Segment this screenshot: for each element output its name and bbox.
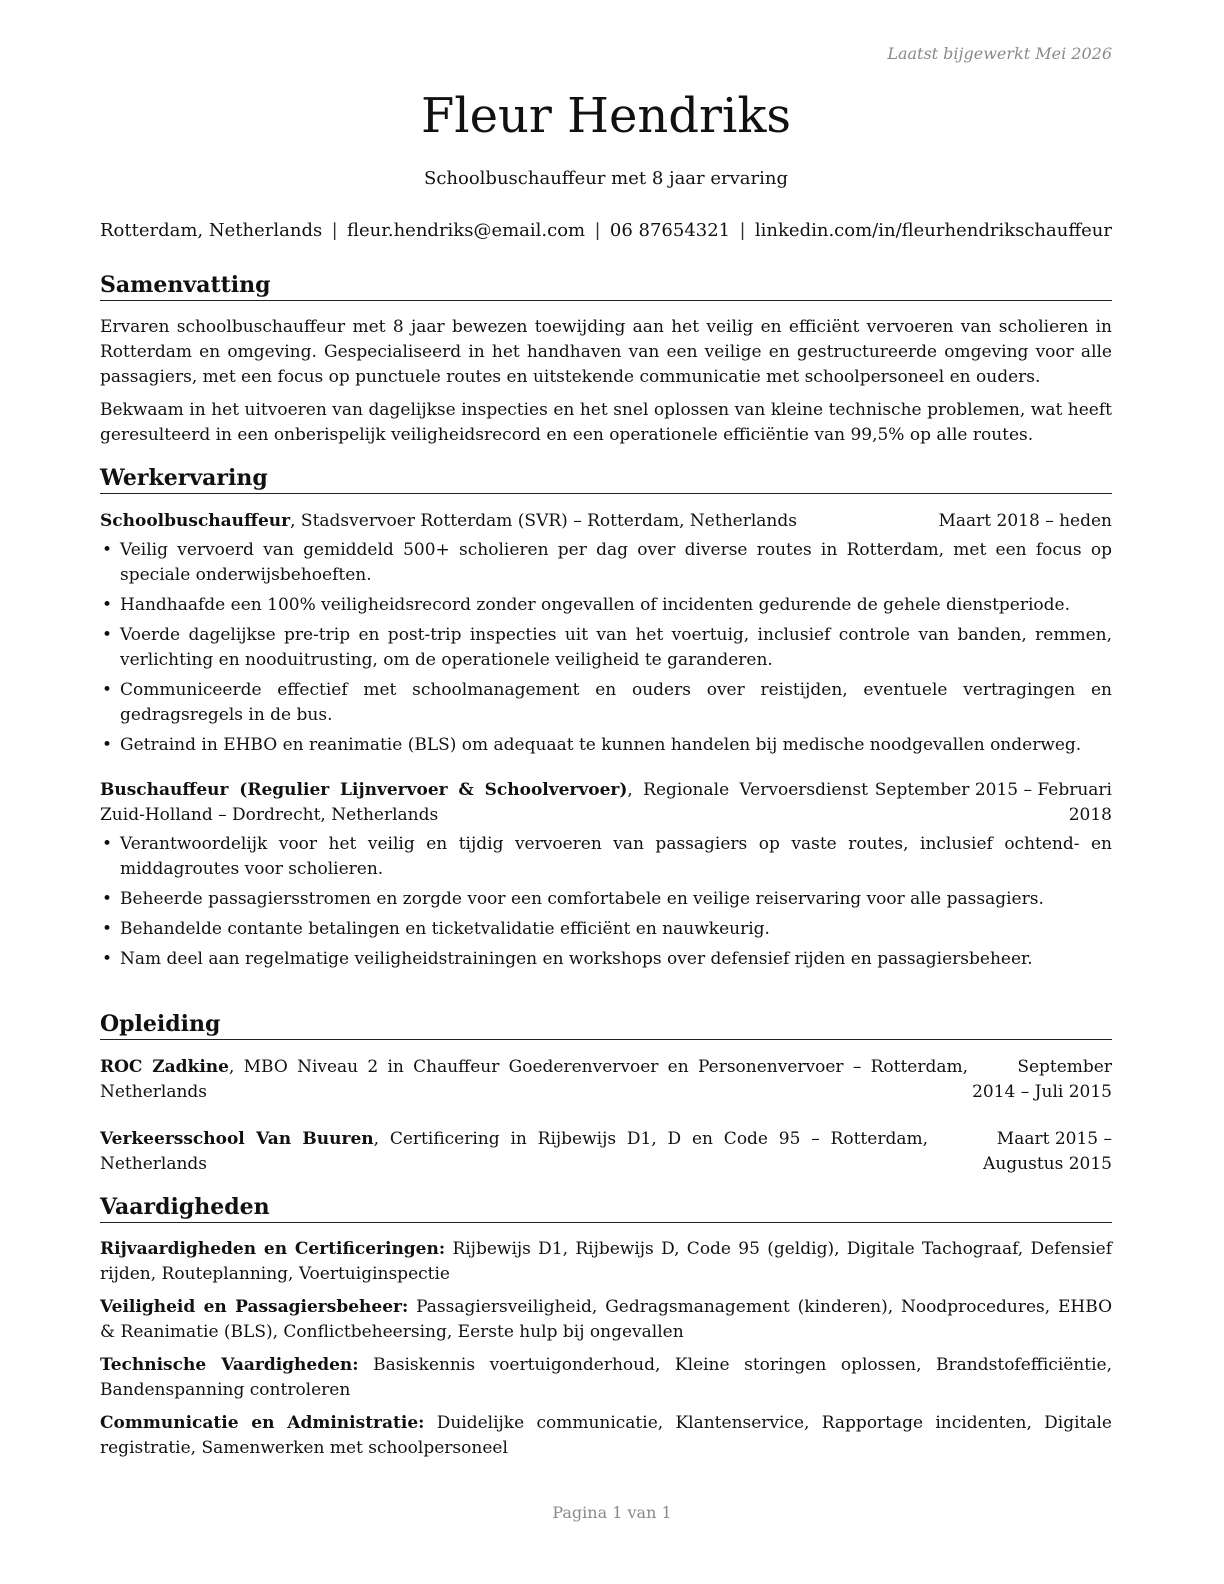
education-title-line [100, 1127, 928, 1177]
job-role: Buschauffeur (Regulier Lijnvervoer & Schoolvervoer) [100, 780, 628, 800]
summary-paragraph: Ervaren schoolbuschauffeur met 8 jaar bewezen toewijding aan het veilig en efficiënt vervoeren van scholieren in Rotterdam en omgeving. Gespecialiseerd in het handhaven van een veilige en gestructureerde omgeving voor alle passagiers, met een focus op punctuele routes en uitstekende communicatie met schoolpersoneel en ouders. [100, 317, 1112, 387]
skill-text: Duidelijke communicatie, Klantenservice, Rapportage incidenten, Digitale registratie, Samenwerken met schoolpersoneel [100, 1413, 1112, 1458]
job-role: Schoolbuschauffeur [100, 511, 291, 531]
last-updated: Laatst bijgewerkt Mei 2026 [887, 44, 1112, 63]
job-title-line [100, 509, 934, 534]
job-bullet: • Communiceerde effectief met schoolmanagement en ouders over reistijden, eventuele vertragingen en gedragsregels in de bus. [100, 678, 1112, 728]
contact-linkedin[interactable]: linkedin.com/in/fleurhendrikschauffeur [754, 220, 1112, 241]
section-title-education: Opleiding [100, 1010, 1112, 1040]
education-dates: Maart 2015 – Augustus 2015 [983, 1129, 1112, 1174]
education-school: Verkeersschool Van Buuren [100, 1129, 374, 1149]
education-title-line [100, 1055, 968, 1105]
contact-separator: | [739, 220, 746, 241]
tagline: Schoolbuschauffeur met 8 jaar ervaring [424, 168, 788, 189]
education-dates: September 2014 – Juli 2015 [972, 1057, 1112, 1102]
skill-label: Communicatie en Administratie: [100, 1413, 425, 1433]
job-dates: September 2015 – Februari 2018 [874, 780, 1112, 825]
contact-separator: | [594, 220, 601, 241]
job-bullet: • Voerde dagelijkse pre-trip en post-trip inspecties uit van het voertuig, inclusief controle van banden, remmen, verlichting en nooduitrusting, om de operationele veiligheid te garanderen. [100, 623, 1112, 673]
education-details: , Certificering in Rijbewijs D1, D en Code 95 – Rotterdam, Netherlands [100, 1129, 928, 1174]
job-header [100, 509, 1112, 534]
section-title-summary: Samenvatting [100, 271, 1112, 301]
education-section [100, 1010, 1112, 1177]
section-title-experience: Werkervaring [100, 464, 1112, 494]
job-bullet: • Handhaafde een 100% veiligheidsrecord zonder ongevallen of incidenten gedurende de gehele dienstperiode. [100, 593, 1112, 618]
job-header [100, 778, 1112, 828]
job-bullet: • Behandelde contante betalingen en ticketvalidatie efficiënt en nauwkeurig. [100, 917, 1112, 942]
skill-row [100, 1411, 1112, 1461]
skill-label: Technische Vaardigheden: [100, 1355, 359, 1375]
job-details: , Regionale Vervoersdienst Zuid-Holland – Dordrecht, Netherlands [100, 780, 868, 825]
summary-section [100, 271, 1112, 448]
job-bullets [100, 538, 1112, 758]
education-details: , MBO Niveau 2 in Chauffeur Goederenvervoer en Personenvervoer – Rotterdam, Netherlands [100, 1057, 969, 1102]
job-title-line [100, 778, 868, 828]
experience-section [100, 464, 1112, 977]
job-entry [100, 509, 1112, 758]
education-entry [100, 1127, 1112, 1177]
skill-label: Rijvaardigheden en Certificeringen: [100, 1239, 446, 1259]
skill-text: Basiskennis voertuigonderhoud, Kleine storingen oplossen, Brandstofefficiëntie, Bandenspanning controleren [100, 1355, 1112, 1400]
skill-text: Passagiersveiligheid, Gedragsmanagement (kinderen), Noodprocedures, EHBO & Reanimatie (BLS), Conflictbeheersing, Eerste hulp bij ongevallen [100, 1297, 1113, 1342]
education-entry [100, 1055, 1112, 1105]
page-footer: Pagina 1 van 1 [552, 1503, 672, 1522]
job-bullet: • Getraind in EHBO en reanimatie (BLS) om adequaat te kunnen handelen bij medische noodgevallen onderweg. [100, 733, 1112, 758]
job-bullets [100, 832, 1112, 972]
skill-text: Rijbewijs D1, Rijbewijs D, Code 95 (geldig), Digitale Tachograaf, Defensief rijden, Routeplanning, Voertuiginspectie [100, 1239, 1112, 1284]
job-entry [100, 778, 1112, 972]
job-dates: Maart 2018 – heden [938, 511, 1112, 531]
job-details: , Stadsvervoer Rotterdam (SVR) – Rotterdam, Netherlands [290, 511, 797, 531]
skill-row [100, 1353, 1112, 1403]
contact-location: Rotterdam, Netherlands [100, 220, 323, 241]
summary-paragraph: Bekwaam in het uitvoeren van dagelijkse inspecties en het snel oplossen van kleine technische problemen, wat heeft geresulteerd in een onberispelijk veiligheidsrecord en een operationele efficiëntie van 99,5% op alle routes. [100, 400, 1112, 445]
job-bullet: • Nam deel aan regelmatige veiligheidstrainingen en workshops over defensief rijden en passagiersbeheer. [100, 947, 1112, 972]
skill-row [100, 1237, 1112, 1287]
contact-separator: | [331, 220, 338, 241]
contact-email[interactable]: fleur.hendriks@email.com [346, 220, 586, 241]
contact-phone: 06 87654321 [609, 220, 731, 241]
job-bullet: • Verantwoordelijk voor het veilig en tijdig vervoeren van passagiers op vaste routes, inclusief ochtend- en middagroutes voor scholieren. [100, 832, 1112, 882]
section-title-skills: Vaardigheden [100, 1193, 1112, 1223]
candidate-name: Fleur Hendriks [420, 88, 792, 144]
skill-row [100, 1295, 1112, 1345]
contact-line [100, 220, 1112, 241]
skills-section [100, 1193, 1112, 1461]
job-bullet: • Veilig vervoerd van gemiddeld 500+ scholieren per dag over diverse routes in Rotterdam, met een focus op speciale onderwijsbehoeften. [100, 538, 1112, 588]
education-school: ROC Zadkine [100, 1057, 229, 1077]
job-bullet: • Beheerde passagiersstromen en zorgde voor een comfortabele en veilige reiservaring voor alle passagiers. [100, 887, 1112, 912]
skill-label: Veiligheid en Passagiersbeheer: [100, 1297, 409, 1317]
